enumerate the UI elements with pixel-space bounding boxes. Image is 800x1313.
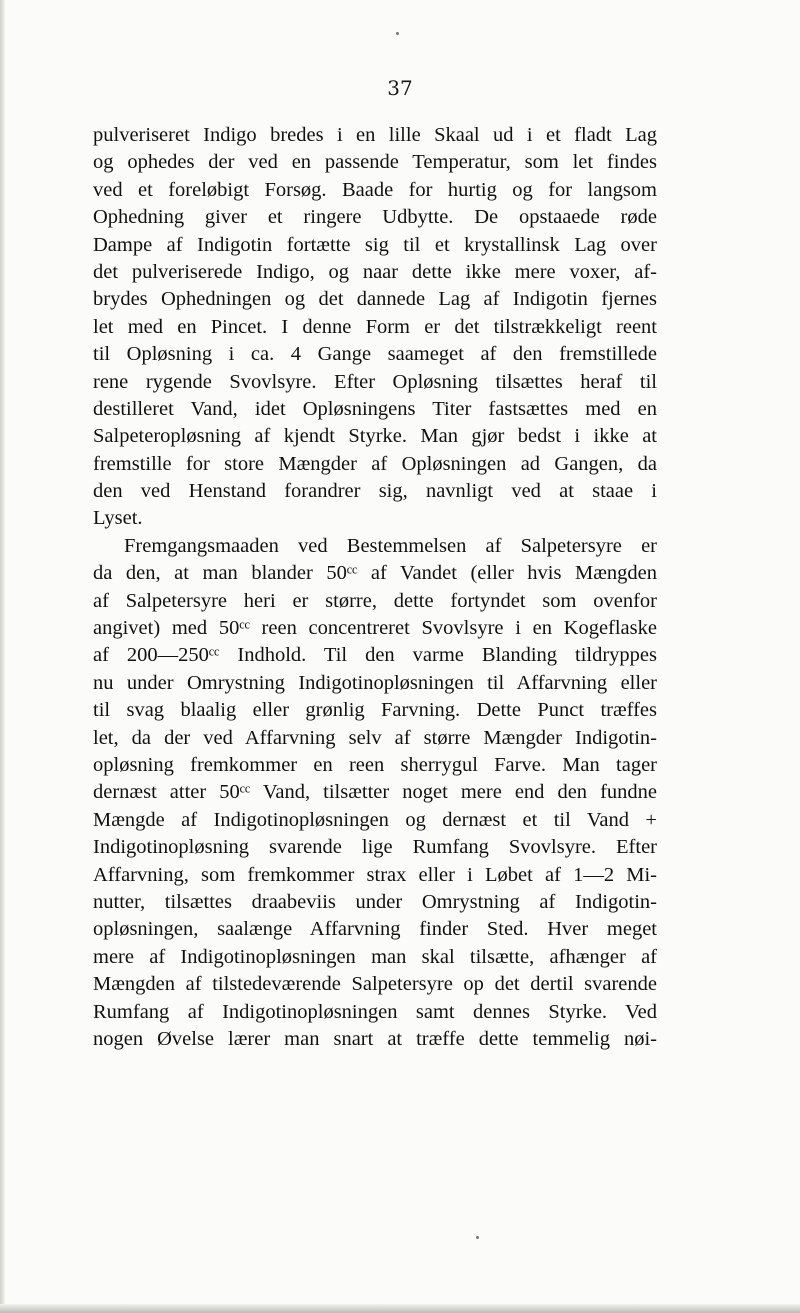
text-line: af Salpetersyre heri er større, dette fortyndet som ovenfor (93, 589, 657, 612)
text-line: ved et foreløbigt Forsøg. Baade for hurtig og for langsom (93, 178, 657, 201)
text-line: let, da der ved Affarvning selv af større Mængder Indigotin- (93, 726, 657, 749)
text-line: let med en Pincet. I denne Form er det tilstrækkeligt reent (93, 315, 657, 338)
page-bottom-edge (0, 1304, 800, 1313)
page-number: 37 (387, 76, 413, 100)
scan-speck (396, 32, 399, 35)
text-line: og ophedes der ved en passende Temperatur, som let findes (93, 151, 657, 174)
body-text (93, 122, 657, 1053)
text-line: opløsning fremkommer en reen sherrygul Farve. Man tager (93, 753, 657, 776)
text-line: rene rygende Svovlsyre. Efter Opløsning tilsættes heraf til (93, 370, 657, 393)
scan-speck (476, 1236, 479, 1239)
text-line: af 200—250ᶜᶜ Indhold. Til den varme Blanding tildryppes (93, 644, 657, 667)
text-line: brydes Ophedningen og det dannede Lag af Indigotin fjernes (93, 288, 657, 311)
text-line: da den, at man blander 50ᶜᶜ af Vandet (eller hvis Mængden (93, 562, 657, 585)
text-line: Mængden af tilstedeværende Salpetersyre op det dertil svarende (93, 973, 657, 996)
text-line: Salpeteropløsning af kjendt Styrke. Man gjør bedst i ikke at (93, 425, 657, 448)
text-line: Indigotinopløsning svarende lige Rumfang Svovlsyre. Efter (93, 836, 657, 859)
text-line: Rumfang af Indigotinopløsningen samt dennes Styrke. Ved (93, 1000, 657, 1023)
text-line: Fremgangsmaaden ved Bestemmelsen af Salpetersyre er (124, 534, 657, 557)
text-line: Mængde af Indigotinopløsningen og dernæst et til Vand + (93, 808, 657, 831)
text-line: angivet) med 50ᶜᶜ reen concentreret Svovlsyre i en Kogeflaske (93, 617, 657, 640)
text-line: nu under Omrystning Indigotinopløsningen til Affarvning eller (93, 671, 657, 694)
text-line: Dampe af Indigotin fortætte sig til et krystallinsk Lag over (93, 233, 657, 256)
text-line: nutter, tilsættes draabeviis under Omrystning af Indigotin- (93, 890, 657, 913)
text-line: nogen Øvelse lærer man snart at træffe dette temmelig nøi- (93, 1027, 657, 1050)
text-line: dernæst atter 50ᶜᶜ Vand, tilsætter noget mere end den fundne (93, 781, 657, 804)
text-line: til Opløsning i ca. 4 Gange saameget af den fremstillede (93, 343, 657, 366)
paragraph (93, 122, 657, 533)
text-line: den ved Henstand forandrer sig, navnligt ved at staae i (93, 480, 657, 503)
text-line: det pulveriserede Indigo, og naar dette ikke mere voxer, af- (93, 260, 657, 283)
text-line: mere af Indigotinopløsningen man skal tilsætte, afhænger af (93, 945, 657, 968)
text-line: Lyset. (93, 507, 143, 530)
text-line: opløsningen, saalænge Affarvning finder Sted. Hver meget (93, 918, 657, 941)
text-line: pulveriseret Indigo bredes i en lille Skaal ud i et fladt Lag (93, 124, 657, 146)
text-line: til svag blaalig eller grønlig Farvning. Dette Punct træffes (93, 699, 657, 722)
paragraph (93, 533, 657, 1053)
text-line: destilleret Vand, idet Opløsningens Titer fastsættes med en (93, 397, 657, 420)
page-left-edge (0, 0, 5, 1313)
text-line: Affarvning, som fremkommer strax eller i Løbet af 1—2 Mi- (93, 863, 657, 886)
text-line: Ophedning giver et ringere Udbytte. De opstaaede røde (93, 206, 657, 229)
text-line: fremstille for store Mængder af Opløsningen ad Gangen, da (93, 452, 657, 475)
